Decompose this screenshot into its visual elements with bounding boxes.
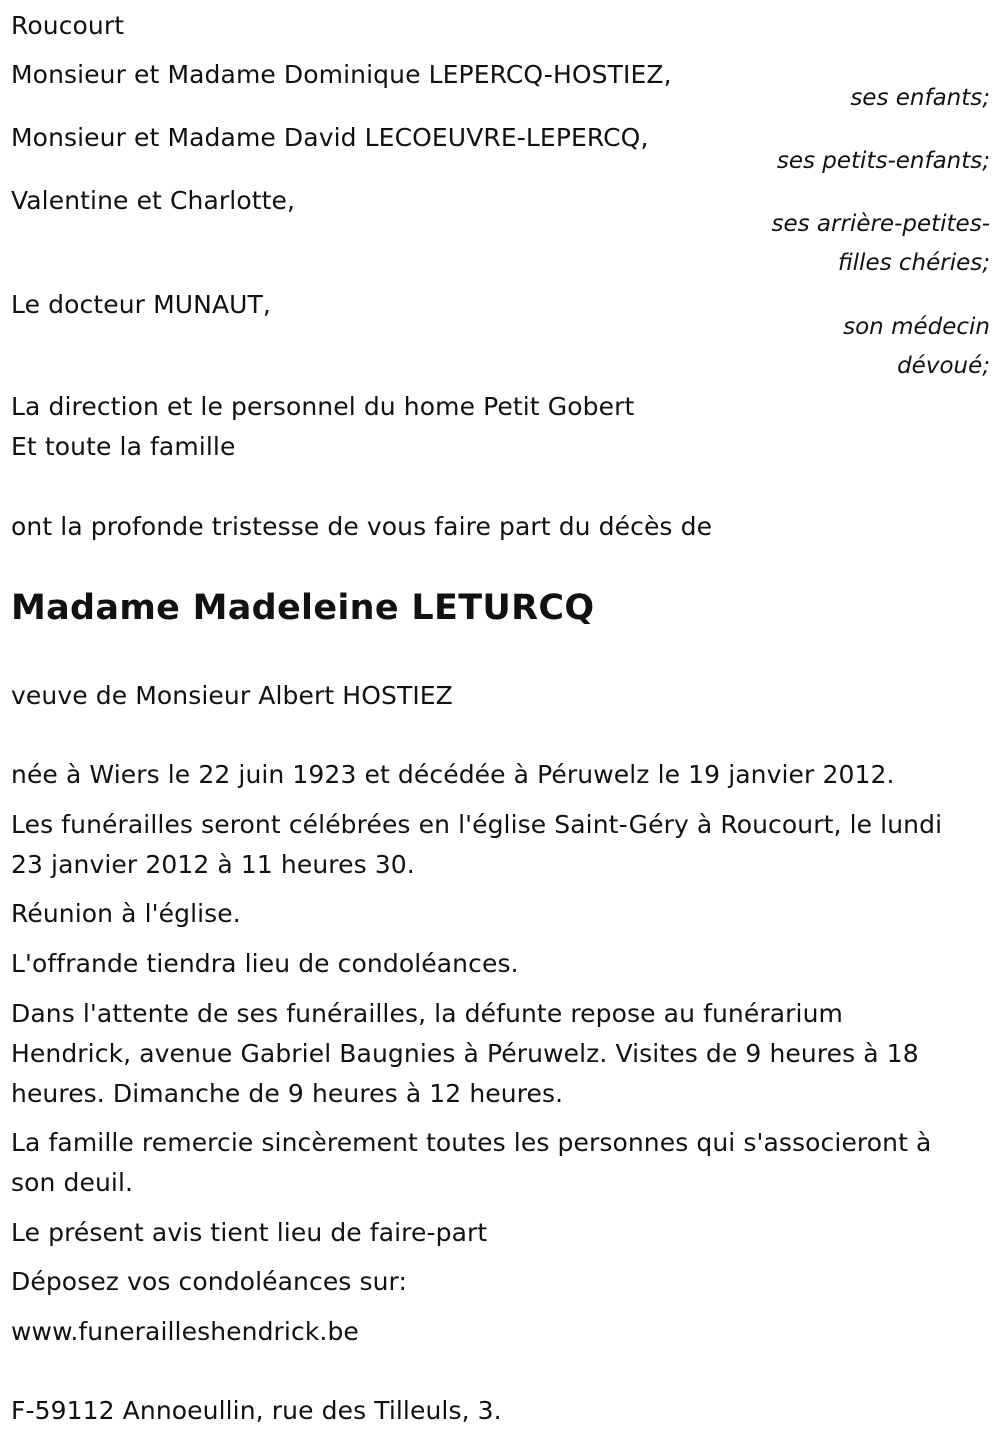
funeral-info: Les funérailles seront célébrées en l'église Saint-Géry à Roucourt, le lundi [11,810,943,839]
visitation-info: Dans l'attente de ses funérailles, la défunte repose au funérarium [11,999,843,1028]
announcement-text: ont la profonde tristesse de vous faire part du décès de [11,512,713,541]
widow-of: veuve de Monsieur Albert HOSTIEZ [11,681,453,710]
family-relation: ses enfants; [850,85,990,111]
deceased-name: Madame Madeleine LETURCQ [11,588,595,628]
funeral-info: 23 janvier 2012 à 11 heures 30. [11,850,415,879]
thanks-info: son deuil. [11,1168,134,1197]
family-relation: ses arrière-petites- [771,211,990,237]
offering-info: L'offrande tiendra lieu de condoléances. [11,949,519,978]
family-relation: ses petits-enfants; [776,148,990,174]
notice-info: Le présent avis tient lieu de faire-part [11,1218,488,1247]
other-mourners: La direction et le personnel du home Petit Gobert [11,392,635,421]
visitation-info: heures. Dimanche de 9 heures à 12 heures. [11,1079,564,1108]
locality-heading: Roucourt [11,11,125,40]
thanks-info: La famille remercie sincèrement toutes les personnes qui s'associeront à [11,1128,932,1157]
other-mourners: Et toute la famille [11,432,236,461]
family-relation: son médecin [843,314,990,340]
family-relation: filles chéries; [837,250,990,276]
meeting-info: Réunion à l'église. [11,899,241,928]
family-member-name: Le docteur MUNAUT, [11,290,271,319]
family-relation: dévoué; [897,353,990,379]
visitation-info: Hendrick, avenue Gabriel Baugnies à Péruwelz. Visites de 9 heures à 18 [11,1039,919,1068]
family-member-name: Monsieur et Madame David LECOEUVRE-LEPERCQ, [11,123,649,152]
website-link[interactable]: www.funerailleshendrick.be [11,1317,359,1346]
family-member-name: Valentine et Charlotte, [11,186,296,215]
condolences-label: Déposez vos condoléances sur: [11,1267,408,1296]
family-member-name: Monsieur et Madame Dominique LEPERCQ-HOSTIEZ, [11,60,672,89]
address-line: F-59112 Annoeullin, rue des Tilleuls, 3. [11,1396,502,1425]
birth-death-line: née à Wiers le 22 juin 1923 et décédée à Péruwelz le 19 janvier 2012. [11,760,895,789]
